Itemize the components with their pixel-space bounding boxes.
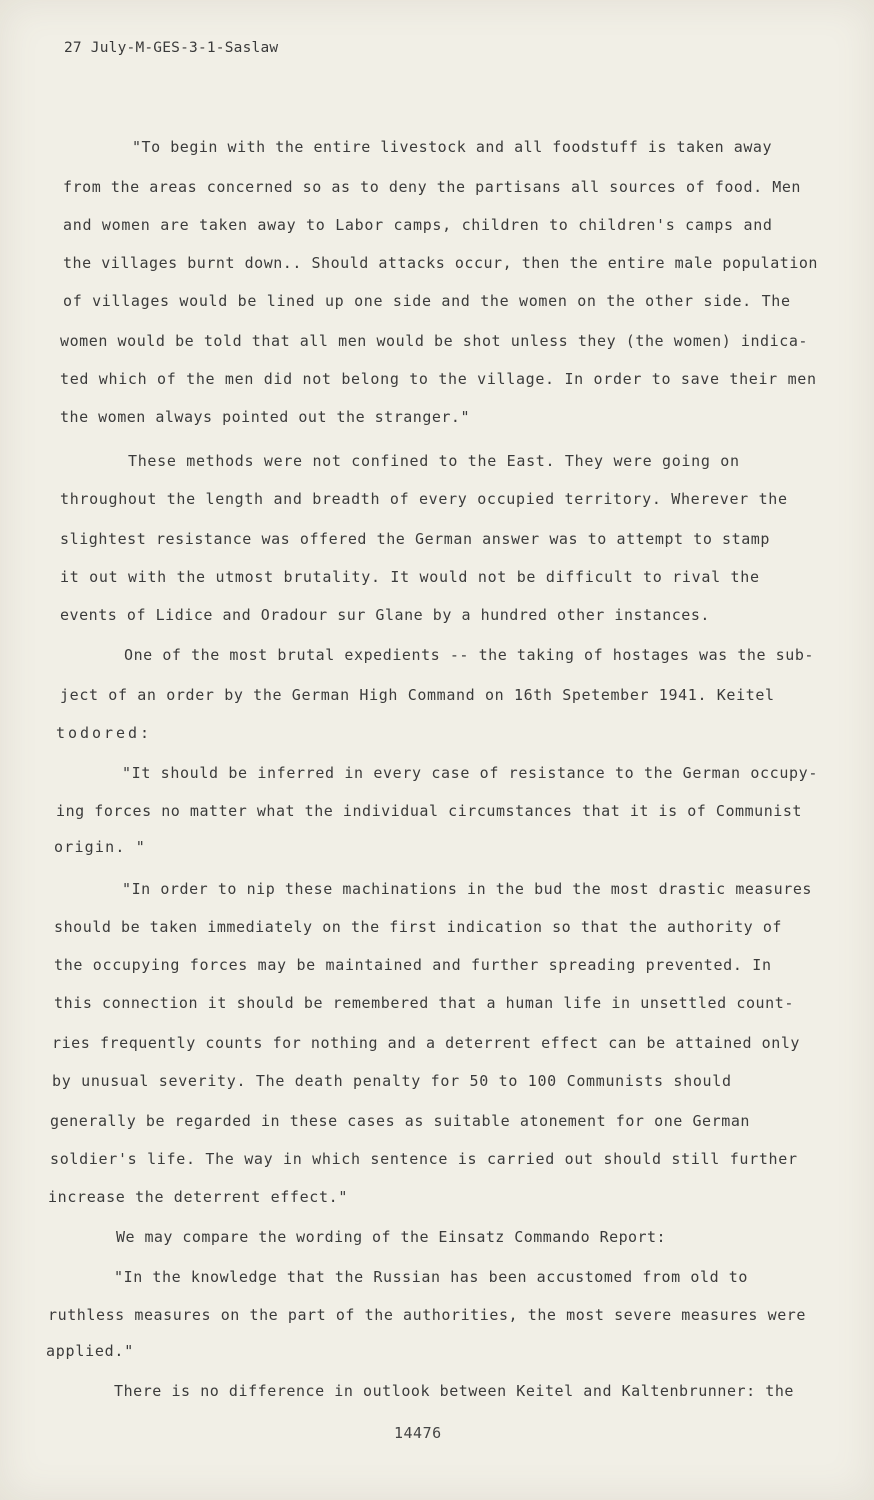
page-number: 14476 [394, 1424, 442, 1442]
text-line: slightest resistance was offered the German answer was to attempt to stamp [60, 530, 770, 548]
text-line: ing forces no matter what the individual circumstances that it is of Communist [56, 802, 802, 820]
text-line: increase the deterrent effect." [48, 1188, 348, 1206]
text-line: We may compare the wording of the Einsatz Commando Report: [116, 1228, 666, 1246]
text-line: generally be regarded in these cases as suitable atonement for one German [50, 1112, 750, 1130]
text-line: "In the knowledge that the Russian has been accustomed from old to [114, 1268, 748, 1286]
text-line: throughout the length and breadth of every occupied territory. Wherever the [60, 490, 788, 508]
text-line: There is no difference in outlook between Keitel and Kaltenbrunner: the [114, 1382, 794, 1400]
text-line: ted which of the men did not belong to the village. In order to save their men [60, 370, 817, 388]
text-line: and women are taken away to Labor camps, children to children's camps and [63, 216, 773, 234]
text-line: of villages would be lined up one side and the women on the other side. The [63, 292, 791, 310]
text-line: "It should be inferred in every case of resistance to the German occupy- [122, 764, 818, 782]
text-line: the occupying forces may be maintained and further spreading prevented. In [54, 956, 772, 974]
text-line: "To begin with the entire livestock and all foodstuff is taken away [132, 138, 772, 156]
text-line: events of Lidice and Oradour sur Glane by a hundred other instances. [60, 606, 710, 624]
text-line: origin. " [54, 838, 146, 856]
text-line: by unusual severity. The death penalty for 50 to 100 Communists should [52, 1072, 732, 1090]
text-line: should be taken immediately on the first indication so that the authority of [54, 918, 783, 936]
text-line: One of the most brutal expedients -- the taking of hostages was the sub- [124, 646, 814, 664]
text-line: applied." [46, 1342, 134, 1360]
text-line: These methods were not confined to the East. They were going on [128, 452, 740, 470]
text-line: the villages burnt down.. Should attacks occur, then the entire male population [63, 254, 818, 272]
text-line: todored: [56, 724, 152, 742]
text-line: "In order to nip these machinations in the bud the most drastic measures [122, 880, 812, 898]
text-line: ruthless measures on the part of the authorities, the most severe measures were [48, 1306, 806, 1324]
document-header: 27 July-M-GES-3-1-Saslaw [64, 40, 279, 56]
text-line: this connection it should be remembered that a human life in unsettled count- [54, 994, 794, 1012]
text-line: ject of an order by the German High Command on 16th Spetember 1941. Keitel [60, 686, 775, 704]
text-line: soldier's life. The way in which sentence is carried out should still further [50, 1150, 798, 1168]
text-line: ries frequently counts for nothing and a deterrent effect can be attained only [52, 1034, 800, 1052]
text-line: it out with the utmost brutality. It would not be difficult to rival the [60, 568, 760, 586]
text-line: from the areas concerned so as to deny the partisans all sources of food. Men [63, 178, 801, 196]
text-line: women would be told that all men would be shot unless they (the women) indica- [60, 332, 808, 350]
text-line: the women always pointed out the stranger." [60, 408, 470, 426]
